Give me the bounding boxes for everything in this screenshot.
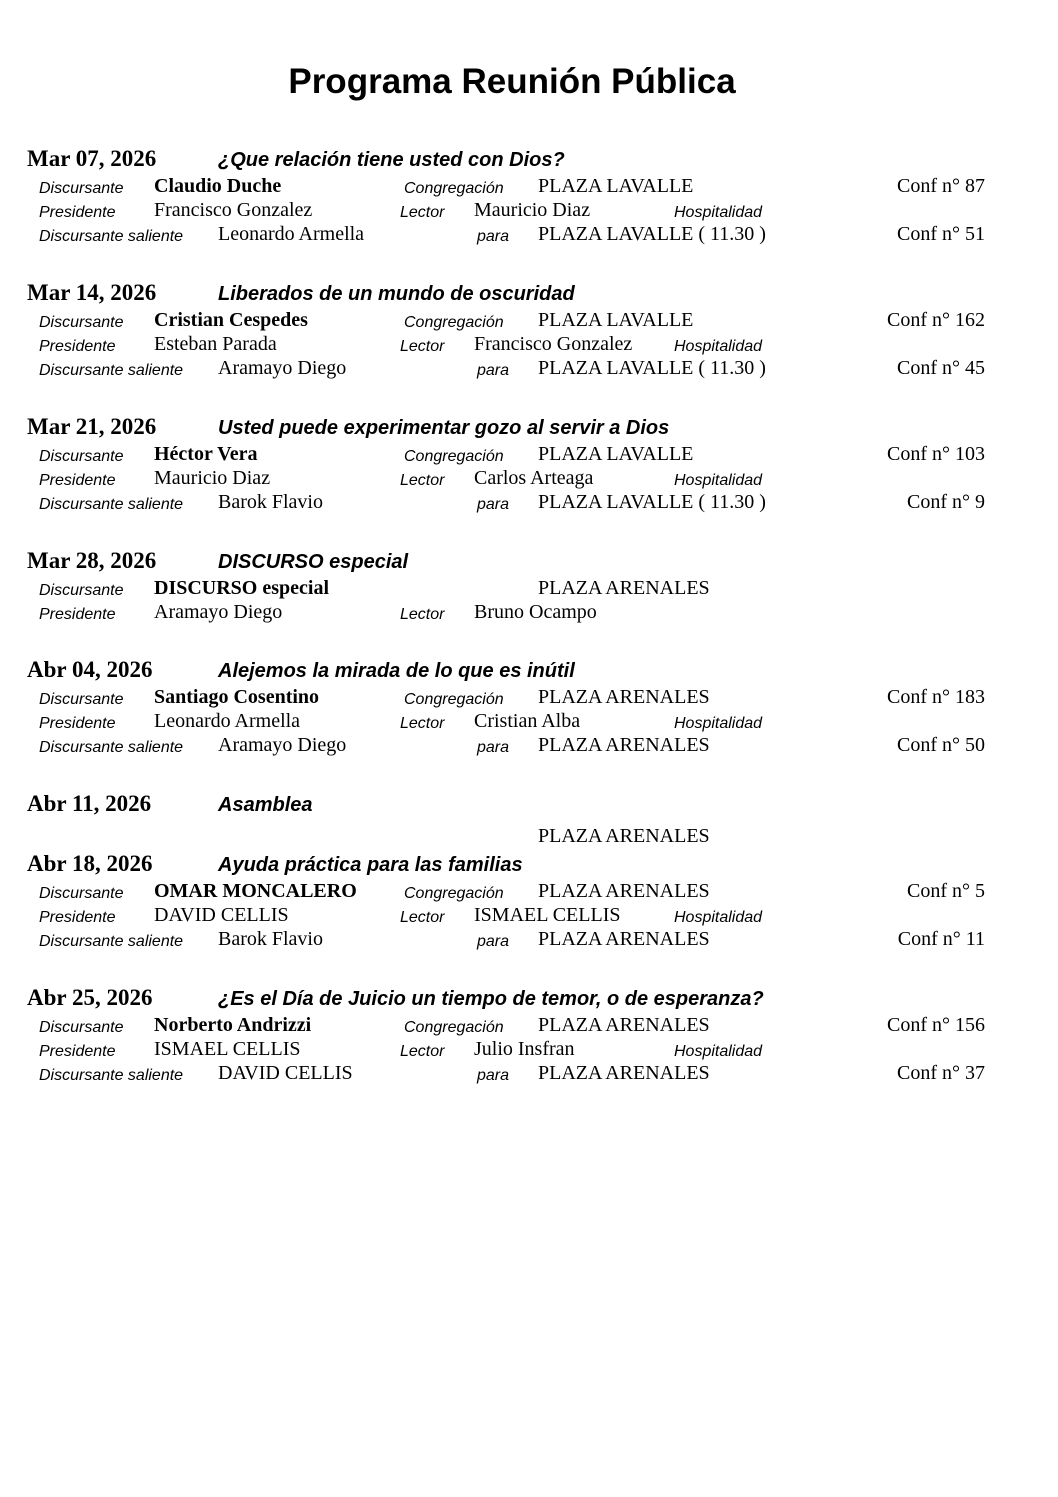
- speaker-label: Discursante: [39, 448, 124, 465]
- speaker-name: DISCURSO especial: [154, 577, 330, 599]
- entry-theme: Alejemos la mirada de lo que es inútil: [218, 660, 575, 682]
- reader-name: Julio Insfran: [474, 1038, 575, 1060]
- talk-number: Conf n° 5: [907, 880, 985, 902]
- speaker-label: Discursante: [39, 691, 124, 708]
- entry-date: Abr 25, 2026: [27, 985, 153, 1010]
- talk-number: Conf n° 156: [887, 1014, 985, 1036]
- program-entry: [0, 657, 1058, 756]
- reader-label: Lector: [400, 715, 445, 732]
- program-entry: [0, 548, 1058, 623]
- outgoing-speaker-label: Discursante saliente: [39, 1067, 184, 1084]
- congregation-name: PLAZA ARENALES: [538, 1014, 710, 1036]
- outgoing-speaker-label: Discursante saliente: [39, 496, 184, 513]
- for-label: para: [477, 739, 510, 756]
- outgoing-talk-number: Conf n° 51: [897, 223, 985, 245]
- hospitality-label: Hospitalidad: [674, 204, 763, 221]
- entry-theme: ¿Que relación tiene usted con Dios?: [218, 149, 565, 171]
- reader-name: ISMAEL CELLIS: [474, 904, 621, 926]
- place-name: PLAZA ARENALES: [538, 577, 710, 599]
- reader-label: Lector: [400, 1043, 445, 1060]
- outgoing-talk-number: Conf n° 11: [897, 928, 985, 950]
- outgoing-destination: PLAZA LAVALLE ( 11.30 ): [538, 223, 766, 245]
- outgoing-destination: PLAZA ARENALES: [538, 928, 710, 950]
- reader-name: Cristian Alba: [474, 710, 581, 732]
- hospitality-label: Hospitalidad: [674, 338, 763, 355]
- outgoing-speaker-name: Barok Flavio: [218, 491, 323, 513]
- president-name: Esteban Parada: [154, 333, 277, 355]
- speaker-label: Discursante: [39, 582, 124, 599]
- outgoing-destination: PLAZA LAVALLE ( 11.30 ): [538, 357, 766, 379]
- program-entry: [0, 791, 1058, 847]
- speaker-name: Cristian Cespedes: [154, 309, 308, 331]
- speaker-label: Discursante: [39, 885, 124, 902]
- outgoing-speaker-name: Leonardo Armella: [218, 223, 365, 245]
- president-label: Presidente: [39, 1043, 116, 1060]
- congregation-name: PLAZA LAVALLE: [538, 443, 694, 465]
- reader-label: Lector: [400, 909, 445, 926]
- hospitality-label: Hospitalidad: [674, 909, 763, 926]
- speaker-name: OMAR MONCALERO: [154, 880, 357, 902]
- for-label: para: [477, 1067, 510, 1084]
- speaker-name: Claudio Duche: [154, 175, 282, 197]
- outgoing-talk-number: Conf n° 45: [897, 357, 985, 379]
- talk-number: Conf n° 183: [887, 686, 985, 708]
- president-name: Leonardo Armella: [154, 710, 301, 732]
- hospitality-label: Hospitalidad: [674, 715, 763, 732]
- reader-name: Francisco Gonzalez: [474, 333, 633, 355]
- reader-label: Lector: [400, 472, 445, 489]
- program-entry: [0, 146, 1058, 245]
- president-name: Aramayo Diego: [154, 601, 283, 623]
- outgoing-speaker-label: Discursante saliente: [39, 228, 184, 245]
- president-label: Presidente: [39, 472, 116, 489]
- congregation-name: PLAZA LAVALLE: [538, 309, 694, 331]
- entry-date: Mar 21, 2026: [27, 414, 157, 439]
- outgoing-speaker-label: Discursante saliente: [39, 362, 184, 379]
- congregation-label: Congregación: [404, 448, 504, 465]
- entry-theme: Asamblea: [218, 794, 313, 816]
- talk-number: Conf n° 162: [887, 309, 985, 331]
- entry-date: Abr 11, 2026: [27, 791, 152, 816]
- congregation-name: PLAZA LAVALLE: [538, 175, 694, 197]
- speaker-name: Norberto Andrizzi: [154, 1014, 312, 1036]
- outgoing-talk-number: Conf n° 9: [907, 491, 985, 513]
- congregation-label: Congregación: [404, 314, 504, 331]
- outgoing-speaker-name: DAVID CELLIS: [218, 1062, 353, 1084]
- reader-label: Lector: [400, 338, 445, 355]
- outgoing-talk-number: Conf n° 37: [897, 1062, 985, 1084]
- congregation-label: Congregación: [404, 691, 504, 708]
- president-label: Presidente: [39, 715, 116, 732]
- congregation-name: PLAZA ARENALES: [538, 686, 710, 708]
- entry-theme: Ayuda práctica para las familias: [218, 854, 523, 876]
- speaker-label: Discursante: [39, 180, 124, 197]
- president-name: Mauricio Diaz: [154, 467, 271, 489]
- page-title: Programa Reunión Pública: [288, 62, 736, 101]
- talk-number: Conf n° 87: [897, 175, 985, 197]
- president-name: Francisco Gonzalez: [154, 199, 313, 221]
- entry-theme: ¿Es el Día de Juicio un tiempo de temor, o de esperanza?: [218, 988, 764, 1010]
- for-label: para: [477, 228, 510, 245]
- place-name: PLAZA ARENALES: [538, 825, 710, 847]
- hospitality-label: Hospitalidad: [674, 472, 763, 489]
- entry-date: Mar 07, 2026: [27, 146, 157, 171]
- congregation-name: PLAZA ARENALES: [538, 880, 710, 902]
- outgoing-destination: PLAZA LAVALLE ( 11.30 ): [538, 491, 766, 513]
- entry-theme: Liberados de un mundo de oscuridad: [218, 283, 575, 305]
- outgoing-speaker-name: Barok Flavio: [218, 928, 323, 950]
- program-entry: [0, 414, 1058, 513]
- for-label: para: [477, 933, 510, 950]
- president-label: Presidente: [39, 606, 116, 623]
- congregation-label: Congregación: [404, 180, 504, 197]
- hospitality-label: Hospitalidad: [674, 1043, 763, 1060]
- outgoing-speaker-name: Aramayo Diego: [218, 357, 347, 379]
- reader-label: Lector: [400, 204, 445, 221]
- outgoing-speaker-label: Discursante saliente: [39, 933, 184, 950]
- outgoing-speaker-label: Discursante saliente: [39, 739, 184, 756]
- president-label: Presidente: [39, 909, 116, 926]
- president-name: ISMAEL CELLIS: [154, 1038, 301, 1060]
- president-name: DAVID CELLIS: [154, 904, 289, 926]
- outgoing-destination: PLAZA ARENALES: [538, 734, 710, 756]
- entry-theme: Usted puede experimentar gozo al servir a Dios: [218, 417, 670, 439]
- president-label: Presidente: [39, 204, 116, 221]
- speaker-label: Discursante: [39, 314, 124, 331]
- for-label: para: [477, 496, 510, 513]
- program-entry: [0, 985, 1058, 1084]
- speaker-name: Santiago Cosentino: [154, 686, 320, 708]
- outgoing-destination: PLAZA ARENALES: [538, 1062, 710, 1084]
- entry-date: Abr 18, 2026: [27, 851, 153, 876]
- reader-name: Carlos Arteaga: [474, 467, 594, 489]
- outgoing-talk-number: Conf n° 50: [897, 734, 985, 756]
- entry-date: Abr 04, 2026: [27, 657, 153, 682]
- for-label: para: [477, 362, 510, 379]
- reader-label: Lector: [400, 606, 445, 623]
- entry-theme: DISCURSO especial: [218, 551, 409, 573]
- program-entry: [0, 280, 1058, 379]
- entry-date: Mar 28, 2026: [27, 548, 157, 573]
- congregation-label: Congregación: [404, 1019, 504, 1036]
- entry-date: Mar 14, 2026: [27, 280, 157, 305]
- talk-number: Conf n° 103: [887, 443, 985, 465]
- congregation-label: Congregación: [404, 885, 504, 902]
- program-entry: [0, 851, 1058, 950]
- speaker-label: Discursante: [39, 1019, 124, 1036]
- outgoing-speaker-name: Aramayo Diego: [218, 734, 347, 756]
- president-label: Presidente: [39, 338, 116, 355]
- reader-name: Mauricio Diaz: [474, 199, 591, 221]
- speaker-name: Héctor Vera: [154, 443, 258, 465]
- reader-name: Bruno Ocampo: [474, 601, 597, 623]
